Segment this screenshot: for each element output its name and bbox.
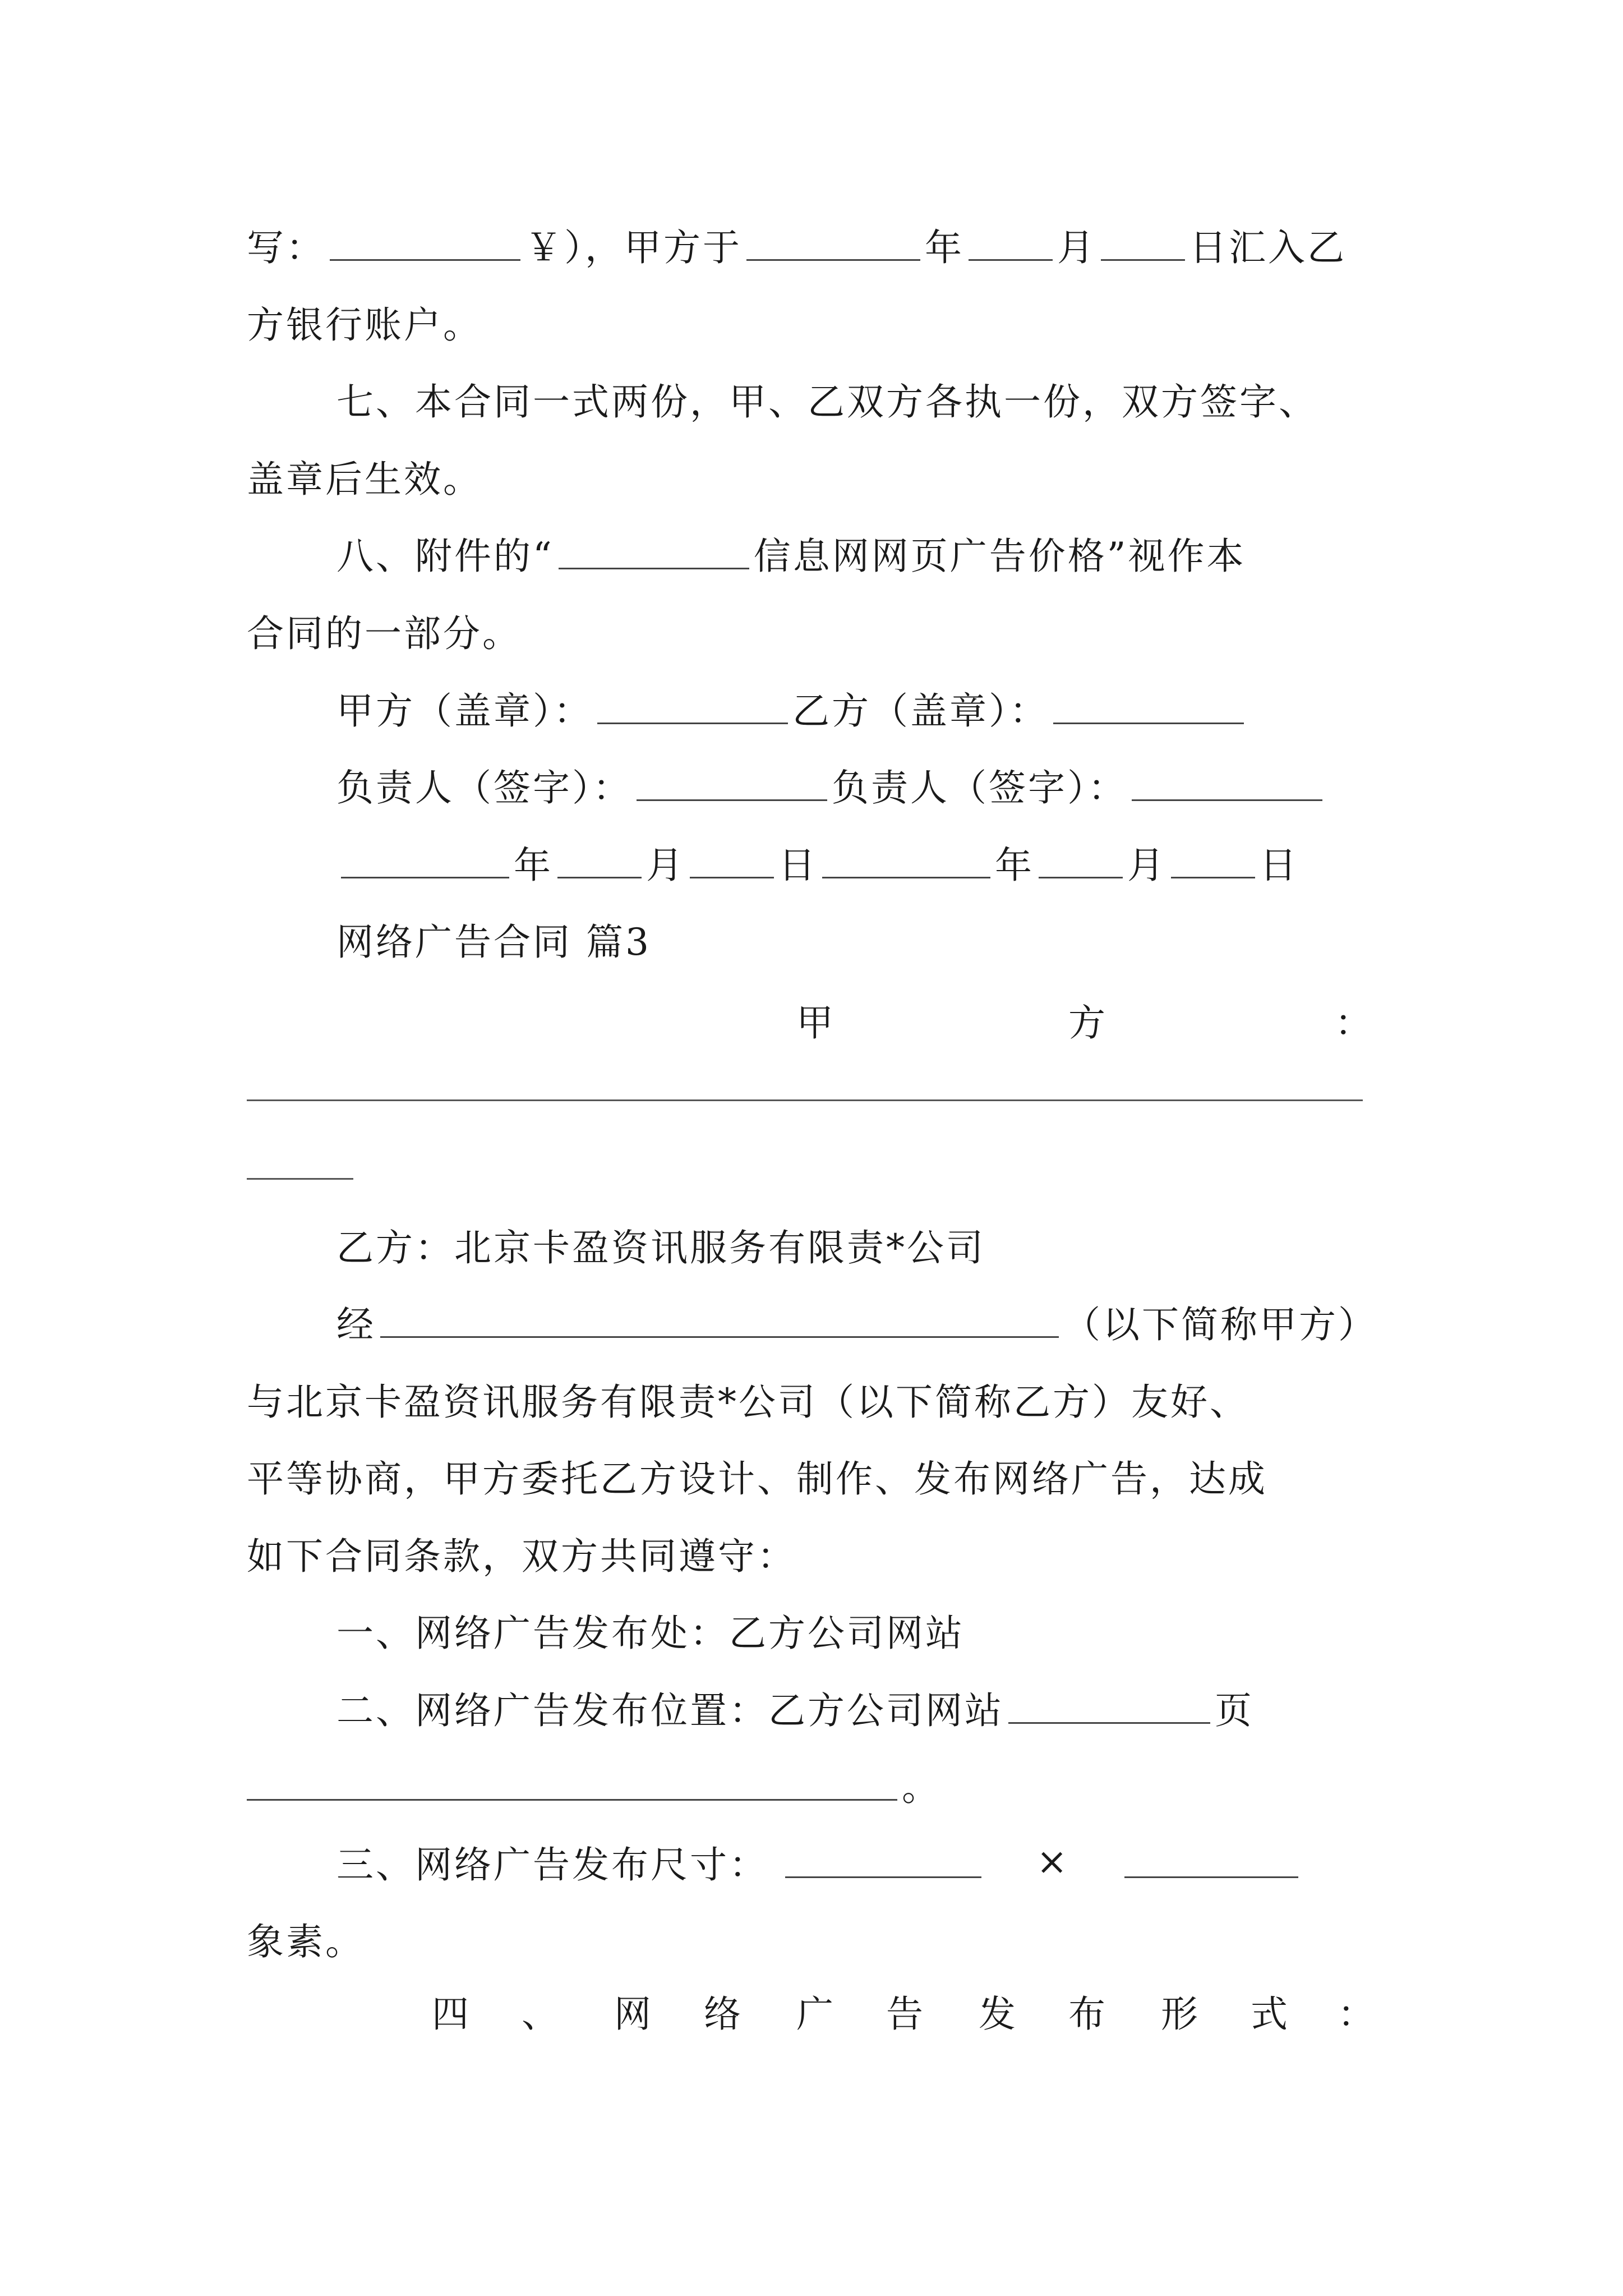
text-line bbox=[247, 1753, 941, 1815]
text-segment: 如下合同条款，双方共同遵守： bbox=[247, 1534, 796, 1578]
spaced-char: 络 bbox=[704, 1993, 741, 2036]
text-segment: 。 bbox=[902, 1765, 941, 1809]
text-segment: 负责人（签字）： bbox=[336, 766, 632, 809]
fill-blank bbox=[557, 845, 642, 878]
fill-blank bbox=[1008, 1691, 1210, 1724]
fill-blank bbox=[1171, 845, 1255, 878]
fill-blank bbox=[597, 691, 788, 724]
spaced-char: 形 bbox=[1161, 1993, 1198, 2036]
text-segment: 经 bbox=[336, 1303, 376, 1346]
text-line bbox=[336, 1676, 1254, 1738]
fill-blank bbox=[330, 228, 520, 261]
text-segment: 写： bbox=[247, 226, 325, 269]
text-segment: 日汇入乙 bbox=[1189, 226, 1347, 269]
spaced-char: 方 bbox=[1068, 1001, 1105, 1045]
spaced-char: 告 bbox=[886, 1993, 923, 2036]
fill-blank bbox=[822, 845, 990, 878]
text-segment: 三、网络广告发布尺寸： bbox=[336, 1843, 768, 1887]
fill-blank bbox=[785, 1845, 981, 1878]
text-line bbox=[247, 445, 482, 507]
text-line bbox=[247, 213, 1347, 275]
fill-blank bbox=[1053, 691, 1244, 724]
text-segment: （以下简称甲方） bbox=[1063, 1303, 1377, 1346]
fill-blank bbox=[969, 228, 1053, 261]
text-segment: 与北京卡盈资讯服务有限责*公司（以下简称乙方）友好、 bbox=[247, 1380, 1249, 1424]
text-line bbox=[336, 1213, 985, 1275]
fill-rule bbox=[247, 1099, 1363, 1101]
spaced-char: 发 bbox=[979, 1993, 1016, 2036]
spaced-char: 式 bbox=[1251, 1993, 1288, 2036]
text-line bbox=[247, 291, 482, 352]
fill-blank bbox=[1132, 768, 1322, 801]
text-segment: 七、本合同一式两份，甲、乙双方各执一份，双方签字、 bbox=[336, 380, 1318, 424]
text-segment: 日 bbox=[778, 843, 818, 887]
spaced-char: 四 bbox=[432, 1993, 469, 2036]
fill-blank bbox=[637, 768, 827, 801]
text-segment: 负责人（签字）： bbox=[832, 766, 1127, 809]
text-segment: 盖章后生效。 bbox=[247, 457, 482, 501]
text-line bbox=[336, 677, 1248, 738]
fill-blank bbox=[341, 845, 509, 878]
text-line bbox=[336, 1290, 1377, 1352]
text-segment: 网络广告合同 篇3 bbox=[336, 920, 651, 964]
spaced-char: 布 bbox=[1068, 1993, 1105, 2036]
fill-blank bbox=[690, 845, 774, 878]
text-segment: ￥），甲方于 bbox=[525, 226, 742, 269]
fill-blank bbox=[1039, 845, 1123, 878]
text-segment: 月 bbox=[646, 843, 685, 887]
spaced-char: 、 bbox=[522, 1993, 559, 2036]
spaced-char: 甲 bbox=[796, 1001, 833, 1045]
text-segment: 平等协商，甲方委托乙方设计、制作、发布网络广告，达成 bbox=[247, 1457, 1267, 1501]
text-segment: 乙方（盖章）： bbox=[792, 689, 1049, 733]
text-line bbox=[247, 1907, 365, 1969]
spaced-char: ： bbox=[1335, 1001, 1372, 1045]
text-segment: 月 bbox=[1127, 843, 1166, 887]
text-segment: × bbox=[1036, 1839, 1070, 1883]
text-segment: 年 bbox=[995, 843, 1034, 887]
fill-blank bbox=[380, 1305, 1059, 1338]
text-line bbox=[247, 1522, 796, 1584]
text-segment: 日 bbox=[1260, 843, 1299, 887]
text-segment: 年 bbox=[925, 226, 964, 269]
text-segment: 信息网网页广告价格”视作本 bbox=[753, 534, 1246, 578]
section-heading bbox=[336, 908, 651, 969]
text-segment: 二、网络广告发布位置：乙方公司网站 bbox=[336, 1688, 1004, 1732]
text-segment: 月 bbox=[1057, 226, 1096, 269]
date-line bbox=[336, 831, 1299, 892]
text-line bbox=[336, 753, 1327, 815]
text-segment: 乙方：北京卡盈资讯服务有限责*公司 bbox=[336, 1226, 985, 1269]
fill-blank bbox=[746, 228, 920, 261]
spaced-char: 网 bbox=[614, 1993, 651, 2036]
spaced-char: 广 bbox=[796, 1993, 833, 2036]
text-segment: 页 bbox=[1215, 1688, 1254, 1732]
text-line bbox=[247, 599, 522, 661]
text-segment: 一、网络广告发布处：乙方公司网站 bbox=[336, 1611, 965, 1655]
fill-blank bbox=[559, 536, 749, 569]
spaced-char: ： bbox=[1338, 1993, 1375, 2036]
fill-rule bbox=[247, 1178, 353, 1180]
fill-blank bbox=[247, 1768, 897, 1801]
fill-blank bbox=[1101, 228, 1185, 261]
text-segment: 八、附件的“ bbox=[336, 534, 554, 578]
text-line bbox=[336, 1599, 965, 1660]
fill-blank bbox=[1124, 1845, 1298, 1878]
text-segment: 甲方（盖章）： bbox=[336, 689, 593, 733]
text-line bbox=[336, 1830, 1303, 1892]
text-line bbox=[247, 1368, 1249, 1429]
text-line bbox=[336, 367, 1318, 429]
text-segment: 方银行账户。 bbox=[247, 303, 482, 347]
text-line bbox=[336, 522, 1246, 583]
text-line bbox=[247, 1444, 1267, 1506]
text-segment: 年 bbox=[514, 843, 553, 887]
text-segment: 合同的一部分。 bbox=[247, 611, 522, 655]
text-segment: 象素。 bbox=[247, 1920, 365, 1963]
